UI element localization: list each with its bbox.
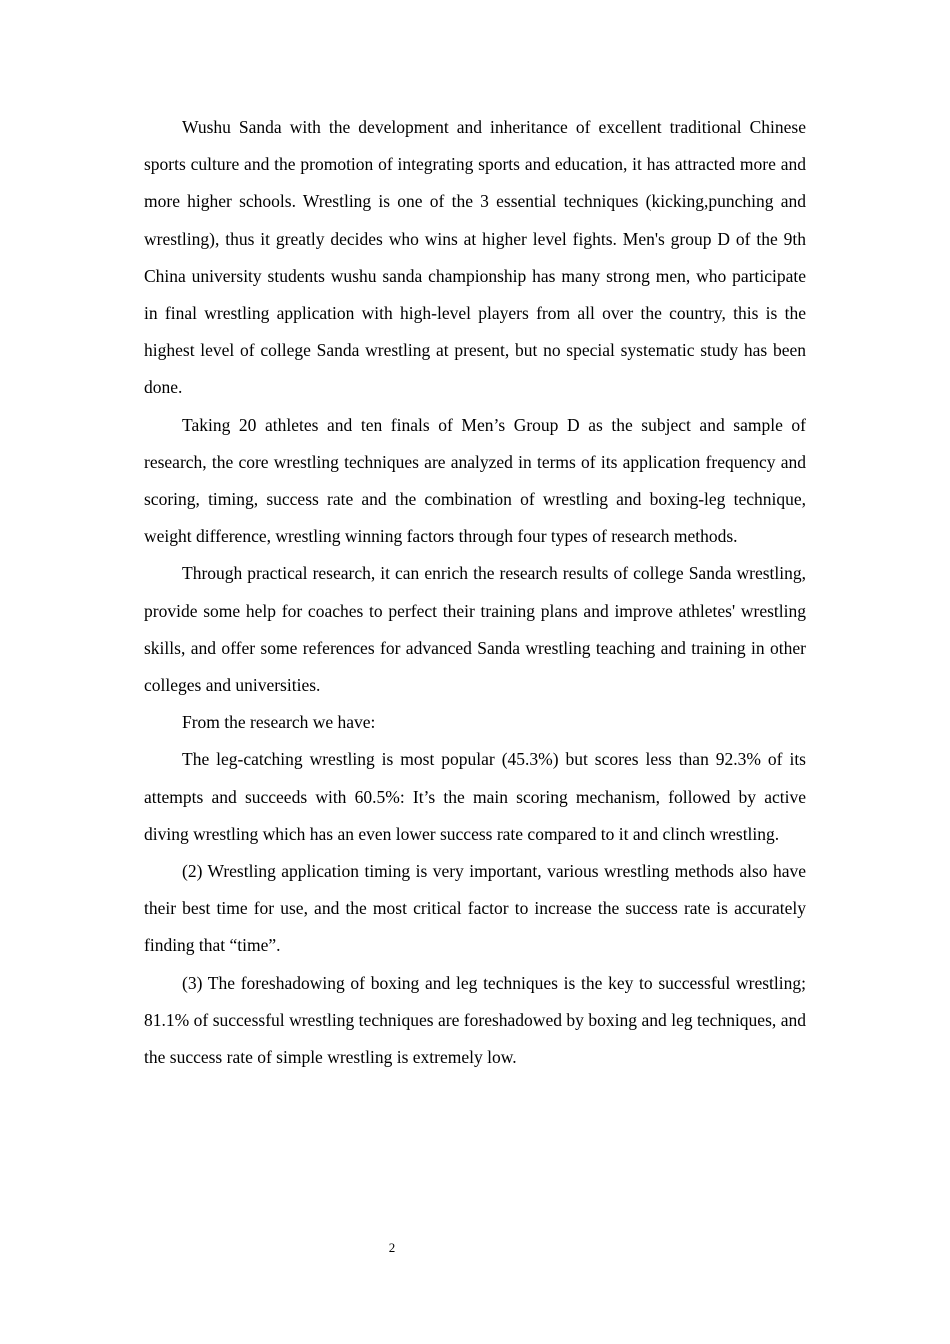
- paragraph-finding-2: (2) Wrestling application timing is very important, various wrestling methods also have their best time for use, and the most critical factor to increase the success rate is accurately finding that “time”.: [144, 861, 806, 956]
- paragraph-methods: Taking 20 athletes and ten finals of Men’s Group D as the subject and sample of research, the core wrestling techniques are analyzed in terms of its application frequency and scoring, timing, success rate and the combination of wrestling and boxing-leg technique, weight difference, wrestling winning factors through four types of research methods.: [144, 414, 806, 547]
- page-number: 2: [388, 1240, 396, 1255]
- paragraph-significance: Through practical research, it can enrich the research results of college Sanda wrestling, provide some help for coaches to perfect their training plans and improve athletes' wrestling skills, and offer some references for advanced Sanda wrestling teaching and training in other colleges and universities.: [144, 563, 806, 696]
- paragraph-results-intro: From the research we have:: [182, 712, 376, 733]
- body-text: [144, 109, 806, 1076]
- paragraph-finding-1: The leg-catching wrestling is most popular (45.3%) but scores less than 92.3% of its attempts and succeeds with 60.5%: It’s the main scoring mechanism, followed by active diving wrestling which has an even lower success rate compared to it and clinch wrestling.: [144, 749, 806, 844]
- paragraph-finding-3: (3) The foreshadowing of boxing and leg techniques is the key to successful wrestling; 81.1% of successful wrestling techniques are foreshadowed by boxing and leg techniques, and the success rate of simple wrestling is extremely low.: [144, 972, 806, 1068]
- paragraph-background: Wushu Sanda with the development and inheritance of excellent traditional Chinese sports culture and the promotion of integrating sports and education, it has attracted more and more higher schools. Wrestling is one of the 3 essential techniques (kicking,punching and wrestling), thus it greatly decides who wins at higher level fights. Men's group D of the 9th China university students wushu sanda championship has many strong men, who participate in final wrestling application with high-level players from all over the country, this is the highest level of college Sanda wrestling at present, but no special systematic study has been done.: [144, 117, 806, 398]
